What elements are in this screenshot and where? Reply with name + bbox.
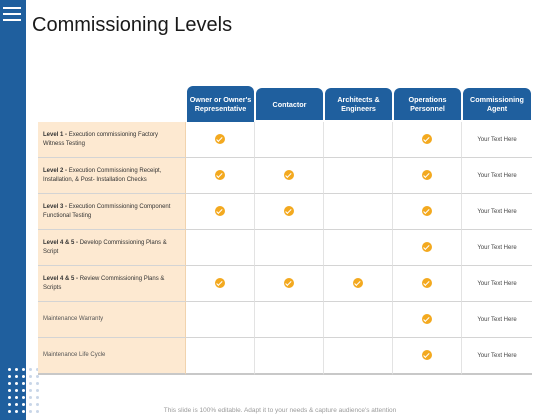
check-cell [255,194,324,230]
level-description-cell [38,158,186,194]
decorative-dot [8,382,11,385]
agent-text-cell: Your Text Here [462,230,532,266]
level-description-cell [38,230,186,266]
page-title: Commissioning Levels [32,14,233,36]
level-description: Maintenance Life Cycle [43,352,106,358]
table-row [38,230,532,266]
check-cell [255,266,324,302]
table-row [38,194,532,230]
level-description: Develop Commissioning Plans & Script [43,239,167,255]
check-cell [324,158,393,194]
check-circle-icon [422,134,432,144]
column-header-owner [186,86,255,122]
check-circle-icon [215,206,225,216]
check-cell [186,194,255,230]
column-header-contactor [255,86,324,122]
menu-icon[interactable] [3,7,21,25]
check-cell [324,194,393,230]
decorative-dot [15,403,18,406]
level-label: Level 1 - [43,131,69,138]
level-label: Level 4 & 5 - [43,239,80,246]
check-circle-icon [422,278,432,288]
table-row [38,302,532,338]
decorative-dot [22,396,25,399]
check-cell [393,194,462,230]
check-cell [186,338,255,375]
footer-note: This slide is 100% editable. Adapt it to your needs & capture audience's attention [163,407,397,414]
check-cell [255,122,324,158]
column-header-architects [324,86,393,122]
check-circle-icon [422,350,432,360]
check-circle-icon [215,278,225,288]
check-cell [186,266,255,302]
column-header-label: Architects & Engineers [325,88,392,120]
check-circle-icon [215,170,225,180]
decorative-dot [29,368,32,371]
check-cell [393,266,462,302]
check-cell [186,158,255,194]
check-cell [393,302,462,338]
table-row [38,158,532,194]
decorative-dot [22,375,25,378]
column-header-agent [462,86,532,122]
agent-text-cell: Your Text Here [462,266,532,302]
agent-text-cell: Your Text Here [462,194,532,230]
decorative-dot [36,389,39,392]
decorative-dot [22,368,25,371]
agent-text-cell: Your Text Here [462,122,532,158]
column-header-operations [393,86,462,122]
decorative-dot [8,389,11,392]
check-circle-icon [422,170,432,180]
check-cell [255,302,324,338]
check-circle-icon [422,206,432,216]
decorative-dot [8,368,11,371]
header-corner [38,86,186,122]
decorative-dot [36,403,39,406]
check-circle-icon [284,206,294,216]
decorative-dot [8,396,11,399]
level-description: Execution commissioning Factory Witness Testing [43,131,159,147]
check-cell [324,266,393,302]
table-body [38,122,532,375]
decorative-dot [36,396,39,399]
decorative-dot [29,403,32,406]
sidebar-bar [0,0,26,420]
level-description: Execution Commissioning Receipt, Installation, & Post- Installation Checks [43,167,162,183]
check-cell [324,338,393,375]
check-cell [324,230,393,266]
agent-text-cell: Your Text Here [462,338,532,375]
decorative-dot [22,403,25,406]
decorative-dot [36,375,39,378]
check-circle-icon [353,278,363,288]
decorative-dot [15,375,18,378]
commissioning-table [38,86,532,375]
check-circle-icon [422,242,432,252]
check-circle-icon [422,314,432,324]
level-description-cell [38,194,186,230]
decorative-dot [8,375,11,378]
column-header-label: Commissioning Agent [463,88,531,120]
check-cell [255,230,324,266]
level-description-cell [38,338,186,375]
decorative-dot [15,382,18,385]
decorative-dot [29,382,32,385]
check-cell [393,158,462,194]
level-description-cell [38,266,186,302]
level-label: Level 2 - [43,167,69,174]
table-row [38,122,532,158]
level-description: Execution Commissioning Component Functional Testing [43,203,171,219]
column-header-label: Operations Personnel [394,88,461,120]
decorative-dot [22,382,25,385]
check-circle-icon [284,170,294,180]
check-circle-icon [215,134,225,144]
decorative-dot [29,396,32,399]
check-circle-icon [284,278,294,288]
check-cell [186,302,255,338]
decorative-dot [29,375,32,378]
column-header-label: Owner or Owner's Representative [187,86,254,122]
decorative-dot [36,382,39,385]
decorative-dot [29,389,32,392]
decorative-dot [15,396,18,399]
table-row [38,266,532,302]
check-cell [186,230,255,266]
check-cell [393,230,462,266]
check-cell [255,158,324,194]
level-label: Level 4 & 5 - [43,275,80,282]
decorative-dot [8,403,11,406]
check-cell [324,122,393,158]
table-row [38,338,532,375]
decorative-dot [15,389,18,392]
check-cell [255,338,324,375]
agent-text-cell: Your Text Here [462,158,532,194]
header-row [38,86,532,122]
level-label: Level 3 - [43,203,69,210]
check-cell [393,338,462,375]
column-header-label: Contactor [256,88,323,120]
decorative-dot [22,389,25,392]
level-description-cell [38,302,186,338]
check-cell [393,122,462,158]
check-cell [186,122,255,158]
agent-text-cell: Your Text Here [462,302,532,338]
level-description: Maintenance Warranty [43,316,104,322]
level-description-cell [38,122,186,158]
check-cell [324,302,393,338]
decorative-dot [15,368,18,371]
level-description: Review Commissioning Plans & Scripts [43,275,165,291]
